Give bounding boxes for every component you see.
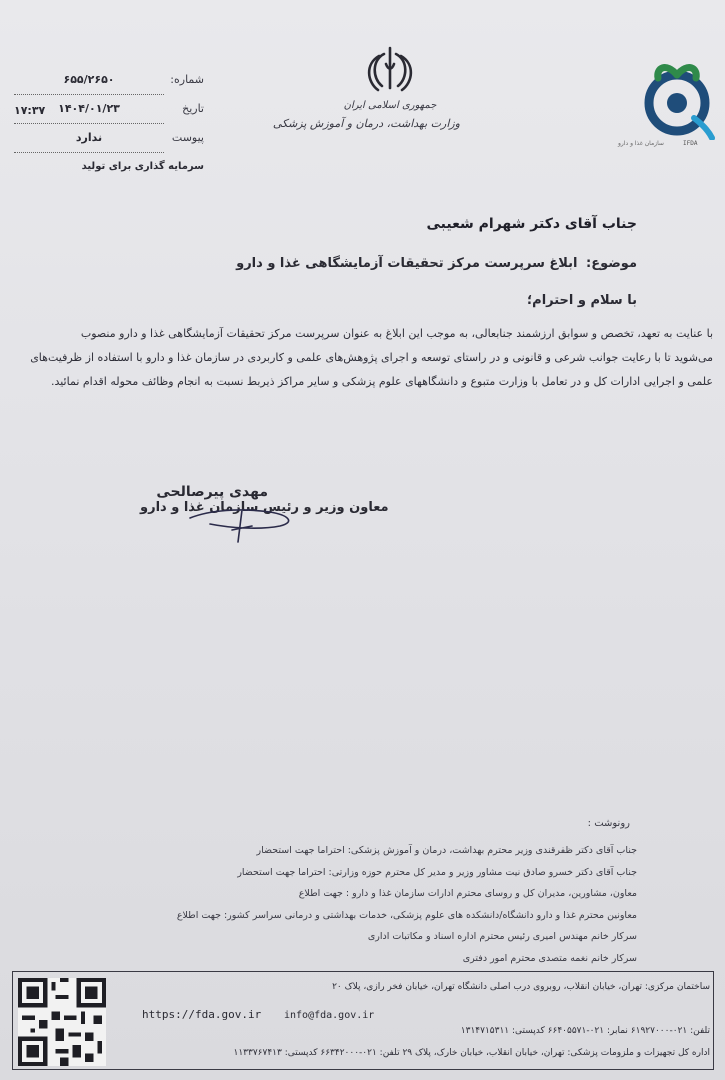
cc-list	[117, 840, 637, 969]
body-line: می‌شوید تا با رعایت جوانب شرعی و قانونی و در راستای توسعه و اجرای پژوهش‌های علمی و کاربردی در سازمان غذا و دارو با استفاده از ظرفیت‌های	[30, 351, 713, 364]
addressee: جناب آقای دکتر شهرام شعیبی	[426, 216, 637, 232]
letter-number-row	[14, 66, 204, 95]
body-line: با عنایت به تعهد، تخصص و سوابق ارزشمند جنابعالی، به موجب این ابلاغ به عنوان سرپرست مرکز تحقیقات آزمایشگاهی غذا و دارو منصوب	[80, 327, 713, 340]
footer-phones: تلفن: ۰۲۱-۶۱۹۲۷۰۰۰ نمابر: ۰۲۱-۶۶۴۰۵۵۷۱ کدپستی: ۱۳۱۴۷۱۵۳۱۱	[460, 1026, 710, 1036]
footer-warehouse: اداره کل تجهیزات و ملزومات پزشکی: تهران، خیابان انقلاب، خیابان خارک، پلاک ۲۹ تلفن: ۰۲۱-۶۶۳۴۲۰۰۰ کدپستی: ۱۱۳۳۷۶۷۴۱۳	[233, 1048, 710, 1058]
footer-address: ساختمان مرکزی: تهران، خیابان انقلاب، روبروی درب اصلی دانشگاه تهران، خیابان فخر رازی، پلاک ۲۰	[332, 982, 710, 992]
fda-logo-icon	[636, 58, 718, 140]
emblem-ministry-name: وزارت بهداشت، درمان و آموزش پزشکی	[272, 117, 460, 130]
letter-number: ۶۵۵/۲۶۵۰	[14, 66, 164, 95]
letter-date-row	[14, 95, 204, 124]
handwritten-signature	[180, 490, 300, 550]
attachment-value: ندارد	[14, 124, 164, 153]
logo-caption: سازمان غذا و دارو	[618, 140, 664, 147]
iran-emblem-icon	[362, 44, 418, 96]
cc-item: سرکار خانم مهندس امیری رئیس محترم اداره اسناد و مکاتبات اداری	[367, 931, 637, 942]
year-slogan: سرمایه گذاری برای تولید	[81, 161, 204, 172]
subject-label: موضوع:	[586, 256, 637, 271]
government-emblem	[272, 44, 460, 130]
cc-item: سرکار خانم نغمه متصدی محترم امور دفتری	[462, 952, 637, 964]
emblem-country-name: جمهوری اسلامی ایران	[343, 100, 437, 111]
website-link[interactable]: https://fda.gov.ir	[142, 1008, 262, 1021]
letter-date: ۱۴۰۴/۰۱/۲۳	[14, 95, 164, 124]
email-link[interactable]: info@fda.gov.ir	[284, 1010, 375, 1021]
fda-mark-text: IFDA	[683, 140, 698, 147]
letter-date-label: تاریخ	[182, 102, 204, 115]
letter-number-label: شماره:	[170, 73, 204, 86]
cc-item: معاونین محترم غذا و دارو دانشگاه/دانشکده های علوم پزشکی، خدمات بهداشتی و درمانی سراسر کشور: جهت اطلاع	[176, 909, 637, 921]
cc-item: معاون، مشاورین، مدیران کل و روسای محترم ادارات سازمان غذا و دارو : جهت اطلاع	[298, 888, 637, 899]
cc-item: جناب آقای دکتر ظفرقندی وزیر محترم بهداشت، درمان و آموزش پزشکی: احتراما جهت استحضار	[256, 845, 637, 856]
cc-item: جناب آقای دکتر خسرو صادق نیت مشاور وزیر و مدیر کل محترم حوزه وزارتی: احتراما جهت استحضار	[237, 866, 637, 878]
letter-attachment-row	[14, 124, 204, 153]
attachment-label: پیوست	[171, 131, 204, 144]
body-line: علمی و اجرایی ادارات کل و در تعامل با وزارت متبوع و دانشگاههای علوم پزشکی و سایر مراکز ذیربط نسبت به انجام وظائف محوله اقدام نمائید.	[50, 375, 713, 388]
letter-time: ۱۷:۳۷	[14, 104, 46, 117]
letter-metadata	[14, 66, 204, 181]
signer-title: معاون وزیر و رئیس سازمان غذا و دارو	[140, 500, 389, 515]
letter-body	[23, 322, 713, 394]
signer-name: مهدی پیرصالحی	[156, 484, 268, 500]
letter-footer	[8, 968, 718, 1076]
greeting: با سلام و احترام؛	[526, 293, 637, 308]
subject-line	[236, 256, 637, 271]
subject-text: ابلاغ سرپرست مرکز تحقیقات آزمایشگاهی غذا و دارو	[236, 256, 578, 271]
qr-code-icon	[18, 978, 106, 1066]
cc-title: رونوشت :	[587, 818, 630, 829]
